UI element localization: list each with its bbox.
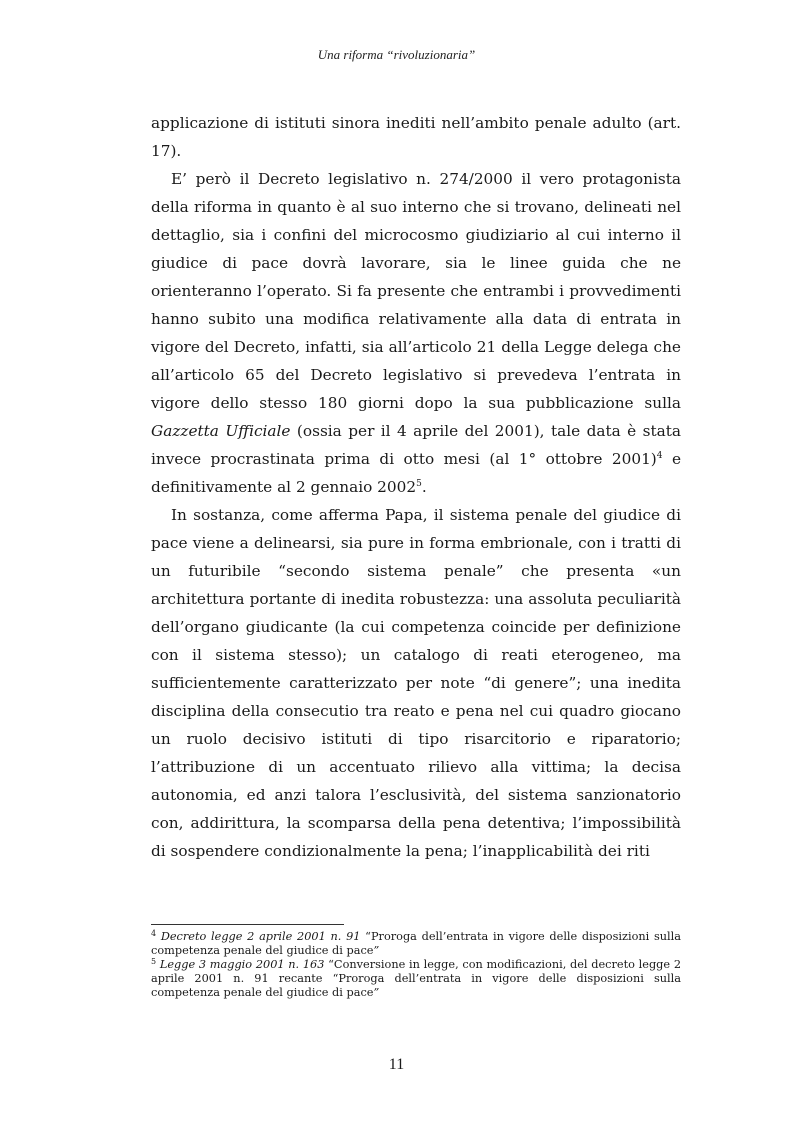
footnote-separator [151,924,344,925]
footnote-5-text: “Conversione in legge, con modificazioni, del decreto legge 2 aprile 2001 n. 91 recante “Proroga dell’entrata in vigore delle disposizioni sulla competenza penale del giudice di pace [151,958,682,999]
footnote-ref-5[interactable]: 5 [416,479,422,489]
footnote-5-end: ” [373,986,380,999]
footnote-5-number: 5 [151,957,157,966]
paragraph-2-part-b: (ossia per il 4 aprile del 2001), tale data è stata invece procrastinata prima di otto mesi (al 1° ottobre 2001) [151,422,682,468]
footnote-5 [151,958,681,1000]
paragraph-2-part-d: . [421,478,427,496]
footnote-5-source: Legge 3 maggio 2001 n. 163 [159,958,325,971]
footnote-4-source: Decreto legge 2 aprile 2001 n. 91 [160,930,361,943]
page-number: 11 [388,1056,405,1073]
footnote-4-text: “Proroga dell’entrata in vigore delle disposizioni sulla competenza penale del giudice di pace [151,930,682,957]
paragraph-1: applicazione di istituti sinora inediti nell’ambito penale adulto (art. 17). [151,114,681,160]
running-header: Una riforma “rivoluzionaria” [317,47,476,62]
footnote-4-number: 4 [151,929,157,938]
paragraph-3: In sostanza, come afferma Papa, il sistema penale del giudice di pace viene a delinearsi, sia pure in forma embrionale, con i tratti di un futuribile “secondo sistema penale” che presenta «un architettura portante di inedita robustezza: una assoluta peculiarità dell’organo giudicante (la cui competenza coincide per definizione con il sistema stesso); un catalogo di reati eterogeneo, ma sufficientemente caratterizzato per note “di genere”; una inedita disciplina della consecutio tra reato e pena nel cui quadro giocano un ruolo decisivo istituti di tipo risarcitorio e riparatorio; l’attribuzione di un accentuato rilievo alla vittima; la decisa autonomia, ed anzi talora l’esclusività, del sistema sanzionatorio con, addirittura, la scomparsa della pena detentiva; l’impossibilità di sospendere condizionalmente la pena; l’inapplicabilità dei riti [151,506,681,860]
paragraph-2 [151,165,681,501]
paragraph-2-part-a: E’ però il Decreto legislativo n. 274/2000 il vero protagonista della riforma in quanto è al suo interno che si trovano, delineati nel dettaglio, sia i confini del microcosmo giudiziario al cui interno il giudice di pace dovrà lavorare, sia le linee guida che ne orienteranno l’operato. Si fa presente che entrambi i provvedimenti hanno subito una modifica relativamente alla data di entrata in vigore del Decreto, infatti, sia all’articolo 21 della Legge delega che all’articolo 65 del Decreto legislativo si prevedeva l’entrata in vigore dello stesso 180 giorni dopo la sua pubblicazione sulla [151,170,681,412]
footnote-4 [151,930,681,958]
footnotes [151,930,681,1000]
footnote-ref-4[interactable]: 4 [656,451,663,461]
gazzetta-ufficiale-title: Gazzetta Ufficiale [151,422,291,440]
body-text [151,109,681,865]
footnote-4-end: ” [373,944,380,957]
paragraph-2-part-c: e definitivamente al 2 gennaio 2002 [151,450,681,496]
